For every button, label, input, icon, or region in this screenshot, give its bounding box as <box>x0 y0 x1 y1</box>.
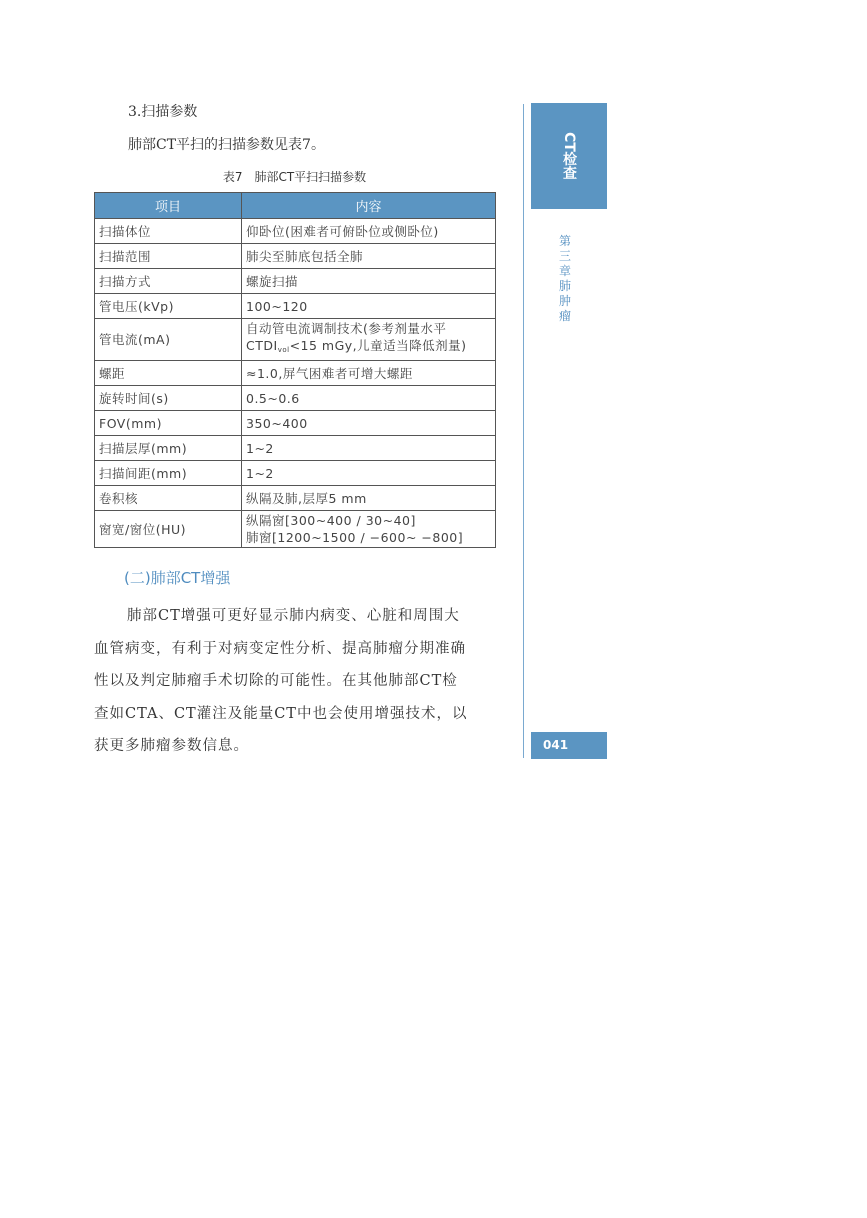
row-content: 仰卧位(困难者可俯卧位或侧卧位) <box>242 219 496 244</box>
paragraph-line: 获更多肺瘤参数信息。 <box>94 738 249 754</box>
row-item: 扫描方式 <box>95 269 242 294</box>
paragraph-line: 肺部CT增强可更好显示肺内病变、心脏和周围大 <box>127 608 460 624</box>
row-item: 管电流(mA) <box>95 319 242 361</box>
row-content: 螺旋扫描 <box>242 269 496 294</box>
row-item: 旋转时间(s) <box>95 386 242 411</box>
chapter-label: 第三章 肺肿瘤 <box>558 234 584 323</box>
row-content: ≈1.0,屏气困难者可增大螺距 <box>242 361 496 386</box>
content-line: 肺窗[1200~1500 / −600~ −800] <box>246 530 464 545</box>
header-item: 项目 <box>95 193 242 219</box>
subsection-paragraph <box>94 600 495 763</box>
row-content: 纵隔及肺,层厚5 mm <box>242 486 496 511</box>
row-content: 100~120 <box>242 294 496 319</box>
table-row <box>95 411 496 436</box>
scan-parameters-table <box>94 192 496 548</box>
table-row <box>95 269 496 294</box>
table-caption: 表7 肺部CT平扫扫描参数 <box>222 170 367 184</box>
row-item: 窗宽/窗位(HU) <box>95 511 242 548</box>
content-line-post: <15 mGy,儿童适当降低剂量) <box>289 338 467 353</box>
table-row <box>95 294 496 319</box>
table-row <box>95 511 496 548</box>
content-line: 纵隔窗[300~400 / 30~40] <box>246 513 416 528</box>
row-content <box>242 319 496 361</box>
table-row <box>95 486 496 511</box>
row-item: 扫描间距(mm) <box>95 461 242 486</box>
row-content: 350~400 <box>242 411 496 436</box>
table-row <box>95 219 496 244</box>
row-item: 扫描层厚(mm) <box>95 436 242 461</box>
row-content: 肺尖至肺底包括全肺 <box>242 244 496 269</box>
table-header-row <box>95 193 496 219</box>
row-item: 管电压(kVp) <box>95 294 242 319</box>
paragraph-line: 查如CTA、CT灌注及能量CT中也会使用增强技术，以 <box>94 705 468 722</box>
table-row <box>95 319 496 361</box>
row-content: 0.5~0.6 <box>242 386 496 411</box>
subsection-heading: (二)肺部CT增强 <box>124 569 231 587</box>
content-line-pre: CTDI <box>246 338 278 353</box>
table-row <box>95 361 496 386</box>
row-item: 卷积核 <box>95 486 242 511</box>
row-item: 扫描范围 <box>95 244 242 269</box>
row-item: 螺距 <box>95 361 242 386</box>
row-content: 1~2 <box>242 436 496 461</box>
paragraph-line: 血管病变，有利于对病变定性分析、提高肺瘤分期准确 <box>94 640 466 657</box>
table-row <box>95 436 496 461</box>
section-intro: 肺部CT平扫的扫描参数见表7。 <box>128 137 325 153</box>
section-tab: CT检查 <box>531 103 607 209</box>
table-row <box>95 244 496 269</box>
content-line: 自动管电流调制技术(参考剂量水平 <box>246 321 447 336</box>
section-heading: 3.扫描参数 <box>128 104 198 120</box>
content-subscript: vol <box>277 346 290 354</box>
table-row <box>95 386 496 411</box>
row-item: 扫描体位 <box>95 219 242 244</box>
row-item: FOV(mm) <box>95 411 242 436</box>
header-content: 内容 <box>242 193 496 219</box>
margin-rule <box>523 104 524 758</box>
table-row <box>95 461 496 486</box>
page-number: 041 <box>531 732 607 759</box>
row-content: 1~2 <box>242 461 496 486</box>
row-content <box>242 511 496 548</box>
paragraph-line: 性以及判定肺瘤手术切除的可能性。在其他肺部CT检 <box>94 673 458 689</box>
